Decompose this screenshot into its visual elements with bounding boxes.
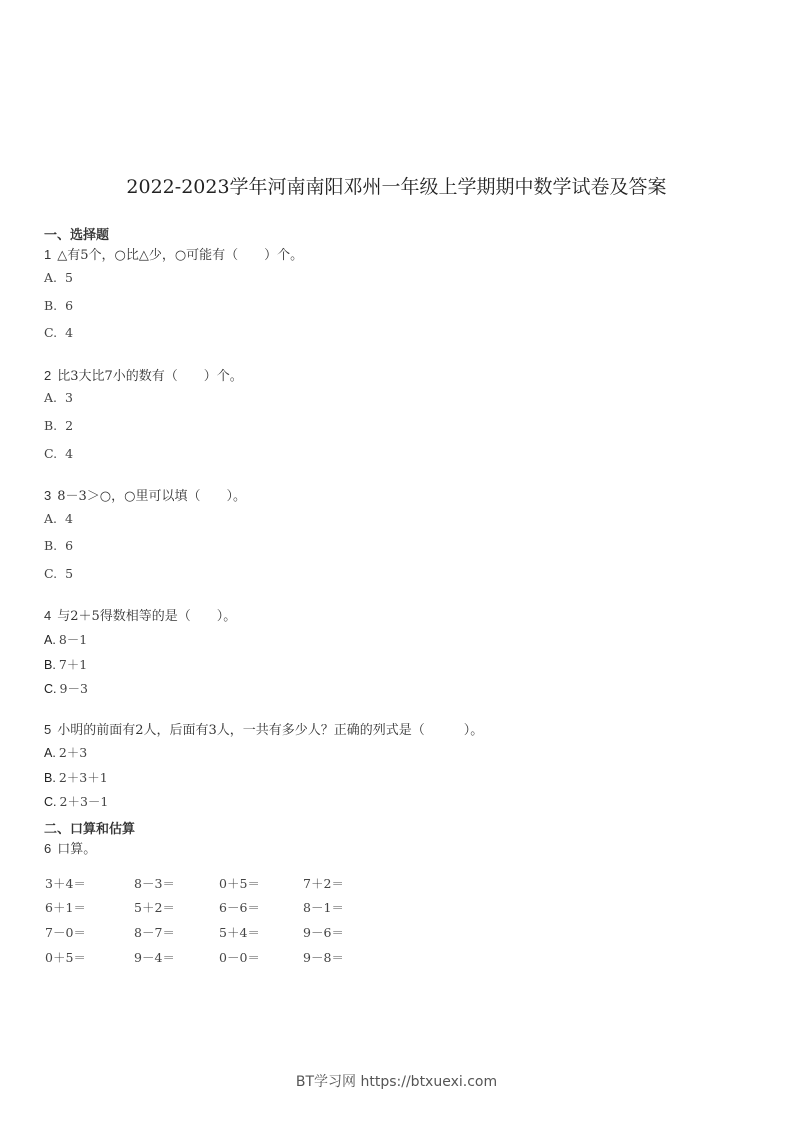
question-number: 5 — [44, 722, 52, 737]
option-letter: A. — [44, 746, 56, 760]
mental-math-item: 8－3＝ — [134, 876, 175, 891]
option-a — [44, 270, 73, 285]
option-text: 4 — [65, 446, 74, 461]
option-letter: B. — [44, 418, 58, 433]
question-3 — [44, 485, 246, 504]
option-a — [44, 511, 73, 526]
question-text: 比3大比7小的数有（ ）个。 — [57, 369, 243, 384]
option-letter: C. — [44, 446, 58, 461]
option-letter: B. — [44, 538, 58, 553]
mental-math-item: 3＋4＝ — [45, 876, 86, 891]
question-number: 1 — [44, 247, 52, 262]
mental-math-item: 5＋2＝ — [134, 900, 175, 915]
question-number: 2 — [44, 368, 52, 383]
question-2 — [44, 365, 243, 384]
option-c — [44, 679, 88, 697]
option-text: 4 — [65, 325, 74, 340]
option-c — [44, 446, 73, 461]
mental-math-item: 9－4＝ — [134, 950, 175, 965]
option-letter: C. — [44, 325, 58, 340]
question-text: 口算。 — [57, 842, 97, 857]
option-letter: A. — [44, 270, 58, 285]
mental-math-item: 6－6＝ — [219, 900, 260, 915]
mental-math-item: 0－0＝ — [219, 950, 260, 965]
page-title: 2022-2023学年河南南阳邓州一年级上学期期中数学试卷及答案 — [126, 176, 667, 198]
option-b — [44, 768, 108, 786]
option-letter: C. — [44, 795, 57, 809]
option-c — [44, 566, 73, 581]
option-letter: A. — [44, 633, 56, 647]
mental-math-item: 7＋2＝ — [303, 876, 344, 891]
option-text: 8－1 — [58, 632, 88, 647]
section-heading-mental-math: 二、口算和估算 — [44, 822, 136, 837]
option-text: 5 — [65, 566, 74, 581]
mental-math-item: 5＋4＝ — [219, 925, 260, 940]
option-letter: B. — [44, 771, 56, 785]
question-number: 4 — [44, 608, 52, 623]
option-letter: C. — [44, 566, 58, 581]
question-number: 3 — [44, 488, 52, 503]
option-a — [44, 630, 87, 648]
footer-watermark: BT学习网 https://btxuexi.com — [295, 1074, 498, 1090]
option-text: 2＋3－1 — [59, 794, 109, 809]
option-text: 7＋1 — [58, 657, 88, 672]
mental-math-item: 6＋1＝ — [45, 900, 86, 915]
question-6 — [44, 838, 96, 857]
section-heading-choice: 一、选择题 — [44, 228, 110, 243]
option-c — [44, 792, 108, 810]
question-4 — [44, 605, 236, 624]
option-text: 5 — [65, 270, 73, 285]
question-number: 6 — [44, 841, 52, 856]
option-text: 3 — [65, 390, 73, 405]
option-letter: B. — [44, 298, 58, 313]
option-b — [44, 298, 73, 313]
question-5 — [44, 719, 483, 738]
question-text: 8－3＞○，○里可以填（ ）。 — [57, 489, 246, 504]
option-text: 2 — [65, 418, 74, 433]
option-b — [44, 655, 87, 673]
option-text: 6 — [65, 538, 74, 553]
question-1 — [44, 244, 303, 263]
mental-math-item: 0＋5＝ — [219, 876, 260, 891]
mental-math-item: 8－7＝ — [134, 925, 175, 940]
option-letter: A. — [44, 390, 58, 405]
option-a — [44, 390, 73, 405]
option-a — [44, 743, 87, 761]
mental-math-item: 0＋5＝ — [45, 950, 86, 965]
mental-math-item: 9－8＝ — [303, 950, 344, 965]
mental-math-item: 8－1＝ — [303, 900, 344, 915]
question-text: 与2＋5得数相等的是（ ）。 — [57, 609, 237, 624]
option-text: 4 — [65, 511, 73, 526]
option-b — [44, 538, 73, 553]
option-c — [44, 325, 73, 340]
mental-math-item: 7－0＝ — [45, 925, 86, 940]
question-text: 小明的前面有2人，后面有3人，一共有多少人？正确的列式是（ ）。 — [57, 723, 484, 738]
option-letter: A. — [44, 511, 58, 526]
option-text: 6 — [65, 298, 74, 313]
option-text: 9－3 — [59, 681, 88, 696]
mental-math-item: 9－6＝ — [303, 925, 344, 940]
option-letter: C. — [44, 682, 57, 696]
option-text: 2＋3＋1 — [58, 770, 108, 785]
question-text: △有5个，○比△少，○可能有（ ）个。 — [57, 248, 304, 263]
option-text: 2＋3 — [58, 745, 88, 760]
option-b — [44, 418, 73, 433]
option-letter: B. — [44, 658, 56, 672]
